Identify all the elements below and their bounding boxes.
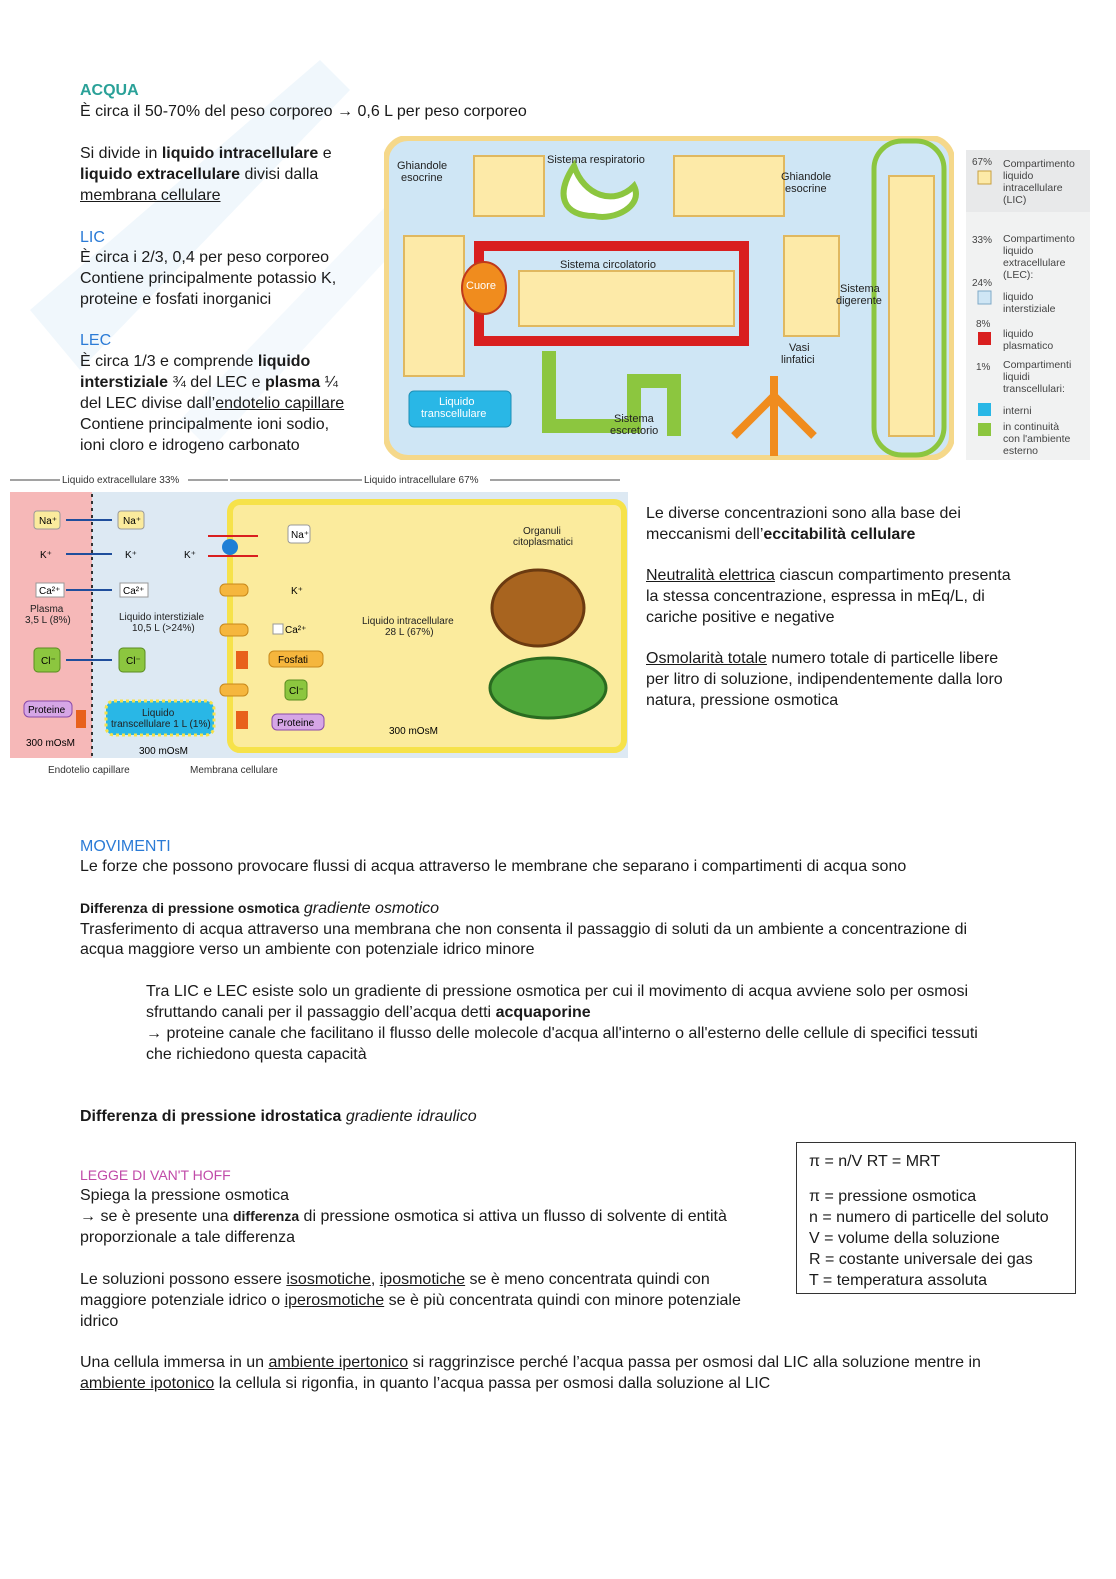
indent-line1: Tra LIC e LEC esiste solo un gradiente di pressione osmotica per cui il movimento di acqua avviene solo per osmosi (146, 983, 969, 1000)
text-fragment: ciascun compartimento presenta (774, 567, 1011, 584)
osmotic-heading (80, 898, 439, 919)
body-compartments-figure (384, 136, 954, 460)
fig2-organuli-1: Organuli (523, 526, 561, 537)
indent-line2 (146, 1002, 591, 1023)
lic-title: LIC (80, 229, 105, 246)
fig1-vasi-1: Vasi (789, 342, 810, 354)
right-p3-line2: per litro di soluzione, indipendentemente dalla loro (646, 671, 1003, 688)
ion-distribution-figure (8, 470, 632, 780)
right-p1-line1: Le diverse concentrazioni sono alla base dei (646, 505, 961, 522)
legend-p1: 1% (976, 362, 991, 373)
formula-v: V = volume della soluzione (809, 1230, 1000, 1247)
ion-ca-inter: Ca²⁺ (123, 586, 145, 597)
ca-channel (220, 584, 248, 596)
svg-text:Ghiandoleesocrine (781, 171, 831, 195)
fig2-trans-1: Liquido (142, 708, 175, 719)
fig1-circolatorio: Sistema circolatorio (560, 259, 656, 271)
bold-term: eccitabilità cellulare (763, 526, 916, 543)
ion-distribution-svg (8, 470, 632, 780)
fig1-cuore: Cuore (466, 280, 496, 292)
right-p3-line3: natura, pressione osmotica (646, 692, 839, 709)
text-fragment: se è meno concentrata quindi con (465, 1271, 710, 1288)
text-fragment: del LEC divise dall’ (80, 395, 216, 412)
fig2-intra-1: Liquido intracellulare (362, 616, 454, 627)
fig1-digerente-1: Sistema (840, 283, 880, 295)
legend-swatch-lic (978, 171, 991, 184)
bold-term: plasma (264, 374, 321, 391)
formula-pi: π = pressione osmotica (809, 1188, 977, 1205)
compartment-legend (966, 150, 1090, 460)
bold-term: interstiziale (80, 374, 169, 391)
bold-term: liquido (257, 353, 311, 370)
fig2-inter-1: Liquido interstiziale (119, 612, 205, 623)
acqua-divide-line (80, 143, 332, 164)
lec-line1 (80, 351, 310, 372)
movimenti-line: Le forze che possono provocare flussi di acqua attraverso le membrane che separano i compartimenti di acqua sono (80, 858, 907, 875)
fig1-ghiandole-l-1: Ghiandole (397, 160, 448, 172)
legend-p67: 67% (972, 157, 993, 168)
fig2-inter-2: 10,5 L (>24%) (132, 623, 195, 634)
formula-r: R = costante universale dei gas (809, 1251, 1033, 1268)
fig1-digerente-2: digerente (836, 295, 882, 307)
svg-text:liquidoplasmatico (1003, 328, 1053, 352)
text-fragment: si raggrinzisce perché l’acqua passa per osmosi dal LIC alla soluzione mentre in (408, 1354, 981, 1371)
body-compartments-svg (384, 136, 954, 460)
fig1-ghiandole-r-1: Ghiandole (781, 171, 832, 183)
vanthoff-line1: Spiega la pressione osmotica (80, 1187, 290, 1204)
ca-channel-2 (220, 624, 248, 636)
ion-ca-intra: Ca²⁺ (285, 625, 307, 636)
lec-title: LEC (80, 332, 112, 349)
hydrostatic-heading (80, 1106, 477, 1127)
legend-svg (966, 150, 1090, 460)
fig1-respiratorio: Sistema respiratorio (547, 154, 645, 166)
ion-cl-plasma: Cl⁻ (41, 656, 56, 667)
legend-cont-3: esterno (1003, 445, 1039, 457)
legend-inter-1: liquido (1003, 291, 1034, 303)
italic-term: gradiente osmotico (303, 900, 440, 917)
fig1-escretorio-1: Sistema (614, 413, 654, 425)
legend-plasm-1: liquido (1003, 328, 1034, 340)
fig1-vasi-2: linfatici (781, 354, 815, 366)
svg-text:Compartimentoliquidoextracellu (1003, 233, 1075, 281)
cell-line2 (80, 1373, 770, 1394)
fig2-organuli-2: citoplasmatici (513, 537, 574, 548)
lec-line4: Contiene principalmente ioni sodio, (80, 416, 330, 433)
ion-cl-intra: Cl⁻ (289, 686, 304, 697)
acqua-divide-line3 (80, 185, 221, 206)
ion-k-inter2: K⁺ (184, 550, 196, 561)
legend-interni: interni (1003, 405, 1032, 417)
fig2-trans-2: transcellulare 1 L (1%) (111, 719, 211, 730)
text-fragment: maggiore potenziale idrico o (80, 1292, 285, 1309)
text-fragment: sfruttando canali per il passaggio dell’acqua detti (146, 1004, 496, 1021)
svg-text:Ghiandoleesocrine (397, 160, 447, 184)
lec-line2 (80, 372, 338, 393)
underlined-term: iposmotiche (379, 1271, 466, 1288)
text-fragment: È circa 1/3 e comprende (80, 353, 258, 370)
fig2-mosm-plasma: 300 mOsM (26, 738, 75, 749)
fig2-endotelio: Endotelio capillare (48, 765, 130, 776)
text-fragment: se è più concentrata quindi con minore potenziale (384, 1292, 741, 1309)
fig2-fosfati: Fosfati (278, 655, 309, 666)
text-fragment: ¾ del LEC e (168, 374, 265, 391)
phosphate-marker (236, 651, 248, 669)
legend-p33: 33% (972, 235, 993, 246)
svg-text:Sistemadigerente (836, 283, 882, 307)
cl-channel (220, 684, 248, 696)
underlined-term: Neutralità elettrica (646, 567, 775, 584)
legend-swatch-continuita (978, 423, 991, 436)
text-fragment: divisi dalla (240, 166, 319, 183)
text-fragment: Le soluzioni possono essere (80, 1271, 287, 1288)
fig2-top-intra: Liquido intracellulare 67% (364, 475, 479, 486)
svg-text:Liquido interstiziale10,5 L (> (119, 612, 204, 634)
text-fragment: e (318, 145, 332, 162)
underlined-term: Osmolarità totale (646, 650, 767, 667)
fig2-plasma-2: 3,5 L (8%) (25, 615, 71, 626)
underlined-term: endotelio capillare (215, 395, 345, 412)
text-fragment: Si divide in (80, 145, 162, 162)
ion-na-plasma: Na⁺ (39, 516, 58, 527)
formula-box (796, 1142, 1076, 1294)
underlined-term: ambiente ipertonico (268, 1354, 409, 1371)
fig1-ghiandole-l-2: esocrine (401, 172, 443, 184)
ion-na-inter: Na⁺ (123, 516, 142, 527)
legend-plasm-2: plasmatico (1003, 340, 1054, 352)
bold-term: liquido extracellulare (80, 166, 241, 183)
fig2-top-extra: Liquido extracellulare 33% (62, 475, 180, 486)
lic-line1: È circa i 2/3, 0,4 per peso corporeo (80, 249, 330, 266)
acqua-line1: È circa il 50-70% del peso corporeo → 0,6 L per peso corporeo (80, 103, 527, 120)
legend-lec-4: (LEC): (1003, 269, 1034, 281)
text-fragment: numero totale di particelle libere (766, 650, 999, 667)
italic-term: gradiente idraulico (345, 1108, 477, 1125)
svg-text:Compartimentiliquiditranscellu (1003, 359, 1071, 395)
text-fragment: Una cellula immersa in un (80, 1354, 269, 1371)
mitochondrion (492, 570, 584, 646)
right-p3-line1 (646, 648, 998, 669)
legend-lic-2: liquido (1003, 170, 1034, 182)
legend-trans-1: Compartimenti (1003, 359, 1072, 371)
endoplasmic-reticulum (490, 658, 606, 718)
formula-t: T = temperatura assoluta (809, 1272, 988, 1289)
legend-cont-2: con l'ambiente (1003, 433, 1071, 445)
legend-trans-3: transcellulari: (1003, 383, 1065, 395)
fig1-ghiandole-r-2: esocrine (785, 183, 827, 195)
underlined-term: iperosmotiche (284, 1292, 385, 1309)
text-fragment: di pressione osmotica si attiva un flusso di solvente di entità (299, 1208, 727, 1225)
osmotic-line2: acqua maggiore verso un ambiente con potenziale idrico minore (80, 941, 535, 958)
movimenti-title: MOVIMENTI (80, 838, 171, 855)
right-p2-line1 (646, 565, 1011, 586)
fig2-membrana: Membrana cellulare (190, 765, 278, 776)
svg-text:Sistemaescretorio (610, 413, 658, 437)
legend-swatch-interni (978, 403, 991, 416)
acqua-divide-line2 (80, 164, 318, 185)
fig2-mosm-inter: 300 mOsM (139, 746, 188, 757)
na-k-pump (222, 539, 238, 555)
ion-k-inter: K⁺ (125, 550, 137, 561)
osmotic-line1: Trasferimento di acqua attraverso una membrana che non consenta il passaggio di soluti da un ambiente a concentrazione di (80, 921, 968, 938)
underlined-term: isosmotiche (286, 1271, 371, 1288)
ion-ca-plasma: Ca²⁺ (39, 586, 61, 597)
solutions-line3: idrico (80, 1313, 119, 1330)
fig2-proteine-plasma: Proteine (28, 705, 66, 716)
acqua-title: ACQUA (80, 82, 139, 99)
fig2-mosm-intra: 300 mOsM (389, 726, 438, 737)
ion-na-intra: Na⁺ (291, 530, 310, 541)
cell-line1 (80, 1352, 981, 1373)
legend-swatch-plasmatico (978, 332, 991, 345)
bold-term: differenza (232, 1208, 300, 1224)
right-p1-line2 (646, 524, 915, 545)
lec-line5: ioni cloro e idrogeno carbonato (80, 437, 300, 454)
indent-line3: → proteine canale che facilitano il flusso delle molecole d'acqua all'interno o all'esterno delle cellule di specifici tessuti (146, 1025, 978, 1042)
legend-lec-2: liquido (1003, 245, 1034, 257)
text-fragment: , (370, 1271, 380, 1288)
text-fragment: → se è presente una (80, 1208, 233, 1225)
ion-k-intra: K⁺ (291, 586, 303, 597)
legend-lec-1: Compartimento (1003, 233, 1075, 245)
formula-eq: π = n/V RT = MRT (809, 1153, 941, 1170)
underlined-term: ambiente ipotonico (80, 1375, 215, 1392)
fig2-proteine-intra: Proteine (277, 718, 315, 729)
fig1-trans-1: Liquido (439, 396, 475, 408)
text-fragment: la cellula si rigonfia, in quanto l’acqua passa per osmosi dalla soluzione al LIC (214, 1375, 771, 1392)
underlined-term: membrana cellulare (80, 187, 221, 204)
bold-term: acquaporine (495, 1004, 591, 1021)
svg-text:in continuitàcon l'ambienteest (1003, 421, 1071, 457)
svg-text:liquidointerstiziale (1003, 291, 1056, 315)
legend-lic-1: Compartimento (1003, 158, 1075, 170)
lec-line3 (80, 393, 344, 414)
right-p2-line3: cariche positive e negative (646, 609, 835, 626)
lic-line3: proteine e fosfati inorganici (80, 291, 272, 308)
legend-inter-2: interstiziale (1003, 303, 1056, 315)
vanthoff-line3: proporzionale a tale differenza (80, 1229, 295, 1246)
fig1-trans-2: transcellulare (421, 408, 487, 420)
legend-p24: 24% (972, 278, 993, 289)
fig2-plasma-1: Plasma (30, 604, 64, 615)
indent-line4: che richiedono questa capacità (146, 1046, 367, 1063)
formula-n: n = numero di particelle del soluto (809, 1209, 1049, 1226)
legend-swatch-interstiziale (978, 291, 991, 304)
legend-lec-3: extracellulare (1003, 257, 1066, 269)
legend-trans-2: liquidi (1003, 371, 1030, 383)
solutions-line1 (80, 1269, 710, 1290)
lic-line2: Contiene principalmente potassio K, (80, 270, 337, 287)
bold-term: Differenza di pressione osmotica (80, 900, 300, 916)
right-p2-line2: la stessa concentrazione, espressa in mEq/L, di (646, 588, 985, 605)
legend-lic-3: intracellulare (1003, 182, 1063, 194)
fig2-intra-2: 28 L (67%) (385, 627, 434, 638)
text-fragment: ¼ (320, 374, 338, 391)
bold-term: liquido intracellulare (161, 145, 319, 162)
text-fragment: meccanismi dell’ (646, 526, 764, 543)
fig1-escretorio-2: escretorio (610, 425, 659, 437)
solutions-line2 (80, 1290, 741, 1311)
vanthoff-line2 (80, 1206, 727, 1227)
ion-k-plasma: K⁺ (40, 550, 52, 561)
bold-term: Differenza di pressione idrostatica (80, 1108, 342, 1125)
legend-p8: 8% (976, 319, 991, 330)
vanthoff-title: LEGGE DI VAN'T HOFF (80, 1167, 231, 1183)
legend-cont-1: in continuità (1003, 421, 1060, 433)
legend-lic-4: (LIC) (1003, 194, 1027, 206)
ion-cl-inter: Cl⁻ (126, 656, 141, 667)
